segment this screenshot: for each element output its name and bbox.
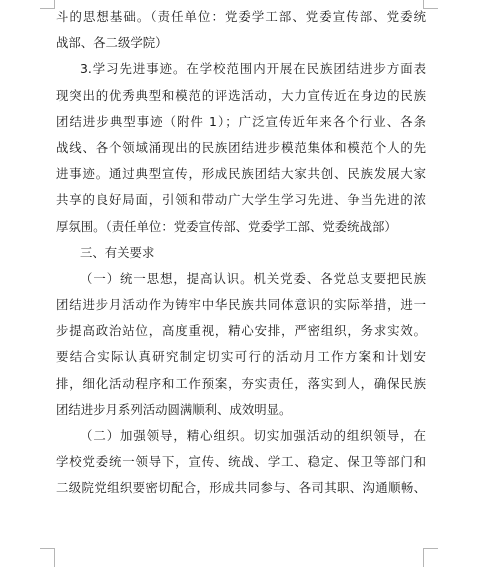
text-line: 团结进步月系列活动圆满顺利、成效明显。 <box>56 401 292 417</box>
text-line: 步提高政治站位，高度重视，精心安排，严密组织，务求实效。 <box>56 323 426 339</box>
text-line: 共享的良好局面，引领和带动广大学生学习先进、争当先进的浓 <box>56 192 426 208</box>
text-line: 团结进步典型事迹（附件 1）；广泛宣传近年来各个行业、各条 <box>56 113 426 129</box>
text-line: 进事迹。通过典型宣传，形成民族团结大家共创、民族发展大家 <box>56 166 426 182</box>
text-line: 团结进步月活动作为铸牢中华民族共同体意识的实际举措，进一 <box>56 297 426 313</box>
page-corner-mark-bottom-left <box>40 548 55 567</box>
text-line: 厚氛围。（责任单位：党委宣传部、党委学工部、党委统战部） <box>56 218 397 234</box>
text-line: （二）加强领导，精心组织。切实加强活动的组织领导，在 <box>80 428 426 443</box>
text-line: 二级院党组织要密切配合，形成共同参与、各司其职、沟通顺畅、 <box>56 480 426 496</box>
text-line: 斗的思想基础。（责任单位：党委学工部、党委宣传部、党委统 <box>56 9 426 24</box>
text-line: 三、有关要求 <box>80 244 155 260</box>
document-body <box>56 4 426 502</box>
text-line: 排，细化活动程序和工作预案，夯实责任，落实到人，确保民族 <box>56 375 426 391</box>
text-line: 3.学习先进事迹。在学校范围内开展在民族团结进步方面表 <box>80 61 426 77</box>
page-corner-mark-top-left <box>40 0 55 9</box>
text-line: 现突出的优秀典型和模范的评选活动，大力宣传近在身边的民族 <box>56 87 426 103</box>
text-line: 战线、各个领域涌现出的民族团结进步模范集体和模范个人的先 <box>56 139 426 155</box>
page-corner-mark-bottom-right <box>423 548 438 567</box>
text-line: 学校党委统一领导下，宣传、统战、学工、稳定、保卫等部门和 <box>56 454 426 470</box>
text-line: （一）统一思想，提高认识。机关党委、各党总支要把民族 <box>80 270 426 286</box>
text-line: 要结合实际认真研究制定切实可行的活动月工作方案和计划安 <box>56 349 426 365</box>
text-line: 战部、各二级学院） <box>56 35 168 51</box>
